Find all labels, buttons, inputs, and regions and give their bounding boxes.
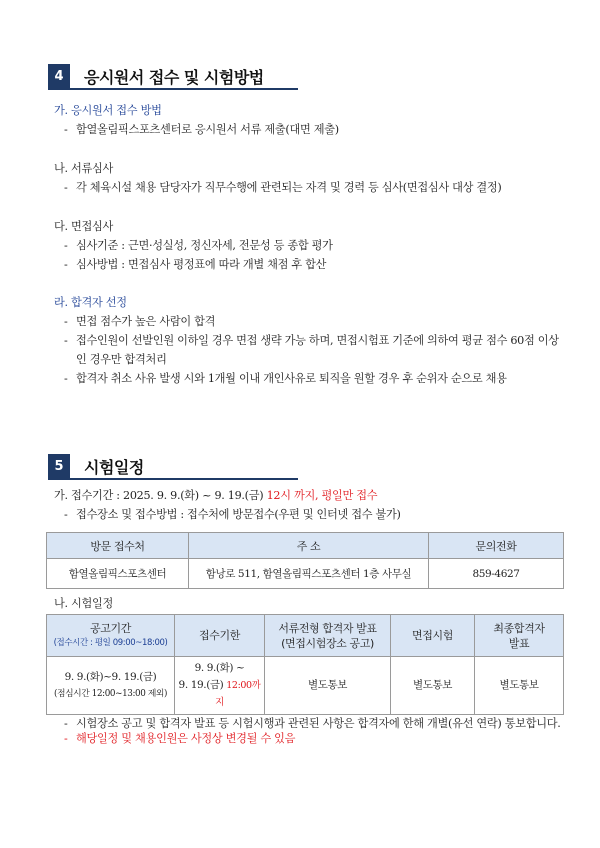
table-cell: 별도통보 xyxy=(265,657,391,715)
list-item: - 면접 점수가 높은 사람이 합격 xyxy=(64,315,216,328)
section-number: 4 xyxy=(48,64,70,88)
table-cell: 9. 9.(화) ~ 9. 19.(금) 12:00까지 xyxy=(175,657,265,715)
sub-heading: 나. 시험일정 xyxy=(54,597,114,610)
reception-table xyxy=(46,532,564,589)
table-row xyxy=(47,559,564,589)
column-header: 공고기간 (접수시간 : 평일 09:00~18:00) xyxy=(47,615,175,657)
schedule-label-block xyxy=(54,594,564,613)
schedule-table xyxy=(46,614,564,715)
list-item: - 합격자 취소 사유 발생 시와 1개월 이내 개인사유로 퇴직을 원할 경우 후 순위자 순으로 채용 xyxy=(64,372,507,385)
section-number: 5 xyxy=(48,454,70,478)
table-cell: 함열올림픽스포츠센터 xyxy=(47,559,189,589)
section-underline xyxy=(48,478,298,480)
table-cell: 9. 9.(화)~9. 19.(금) (점심시간 12:00~13:00 제외) xyxy=(47,657,175,715)
table-cell: 별도통보 xyxy=(475,657,564,715)
section-5-intro xyxy=(54,486,564,524)
table-row xyxy=(47,657,564,715)
column-header: 최종합격자 발표 xyxy=(475,615,564,657)
section-title: 시험일정 xyxy=(84,457,144,477)
column-header: 서류전형 합격자 발표 (면접시험장소 공고) xyxy=(265,615,391,657)
column-header: 문의전화 xyxy=(429,533,564,559)
reception-period: 가. 접수기간 : 2025. 9. 9.(화) ~ 9. 19.(금) 12시 까지, 평일만 접수 xyxy=(54,489,378,502)
sub-heading: 가. 응시원서 접수 방법 xyxy=(54,104,162,117)
list-item: - 접수장소 및 접수방법 : 접수처에 방문접수(우편 및 인터넷 접수 불가) xyxy=(64,508,401,521)
column-header: 방문 접수처 xyxy=(47,533,189,559)
table-cell: 함낭로 511, 함열올림픽스포츠센터 1층 사무실 xyxy=(189,559,429,589)
column-header: 주 소 xyxy=(189,533,429,559)
list-item: - 시험장소 공고 및 합격자 발표 등 시험시행과 관련된 사항은 합격자에 한해 개별(유선 연락) 통보합니다. xyxy=(64,717,561,730)
schedule-notes xyxy=(54,716,564,746)
section-underline xyxy=(48,88,298,90)
list-item: - 심사방법 : 면접심사 평정표에 따라 개별 채점 후 합산 xyxy=(64,258,327,271)
section-title: 응시원서 접수 및 시험방법 xyxy=(84,67,264,87)
section-5-header xyxy=(48,453,144,479)
list-item: - 해당일정 및 채용인원은 사정상 변경될 수 있음 xyxy=(64,732,296,745)
section-4-body xyxy=(54,101,564,388)
column-header: 면접시험 xyxy=(391,615,475,657)
sub-heading: 다. 면접심사 xyxy=(54,220,114,233)
list-item: - 함열올림픽스포츠센터로 응시원서 서류 제출(대면 제출) xyxy=(64,123,339,136)
table-cell: 별도통보 xyxy=(391,657,475,715)
sub-heading: 라. 합격자 선정 xyxy=(54,296,127,309)
column-header: 접수기한 xyxy=(175,615,265,657)
sub-heading: 나. 서류심사 xyxy=(54,162,114,175)
list-item: - 각 체육시설 채용 담당자가 직무수행에 관련되는 자격 및 경력 등 심사(면접심사 대상 결정) xyxy=(64,181,502,194)
table-cell: 859-4627 xyxy=(429,559,564,589)
section-4-header xyxy=(48,63,264,89)
list-item: - 심사기준 : 근면·성실성, 정신자세, 전문성 등 종합 평가 xyxy=(64,239,333,252)
list-item: - 접수인원이 선발인원 이하일 경우 면접 생략 가능 하며, 면접시험표 기준에 의하여 평균 점수 60점 이상인 경우만 합격처리 xyxy=(64,334,559,366)
